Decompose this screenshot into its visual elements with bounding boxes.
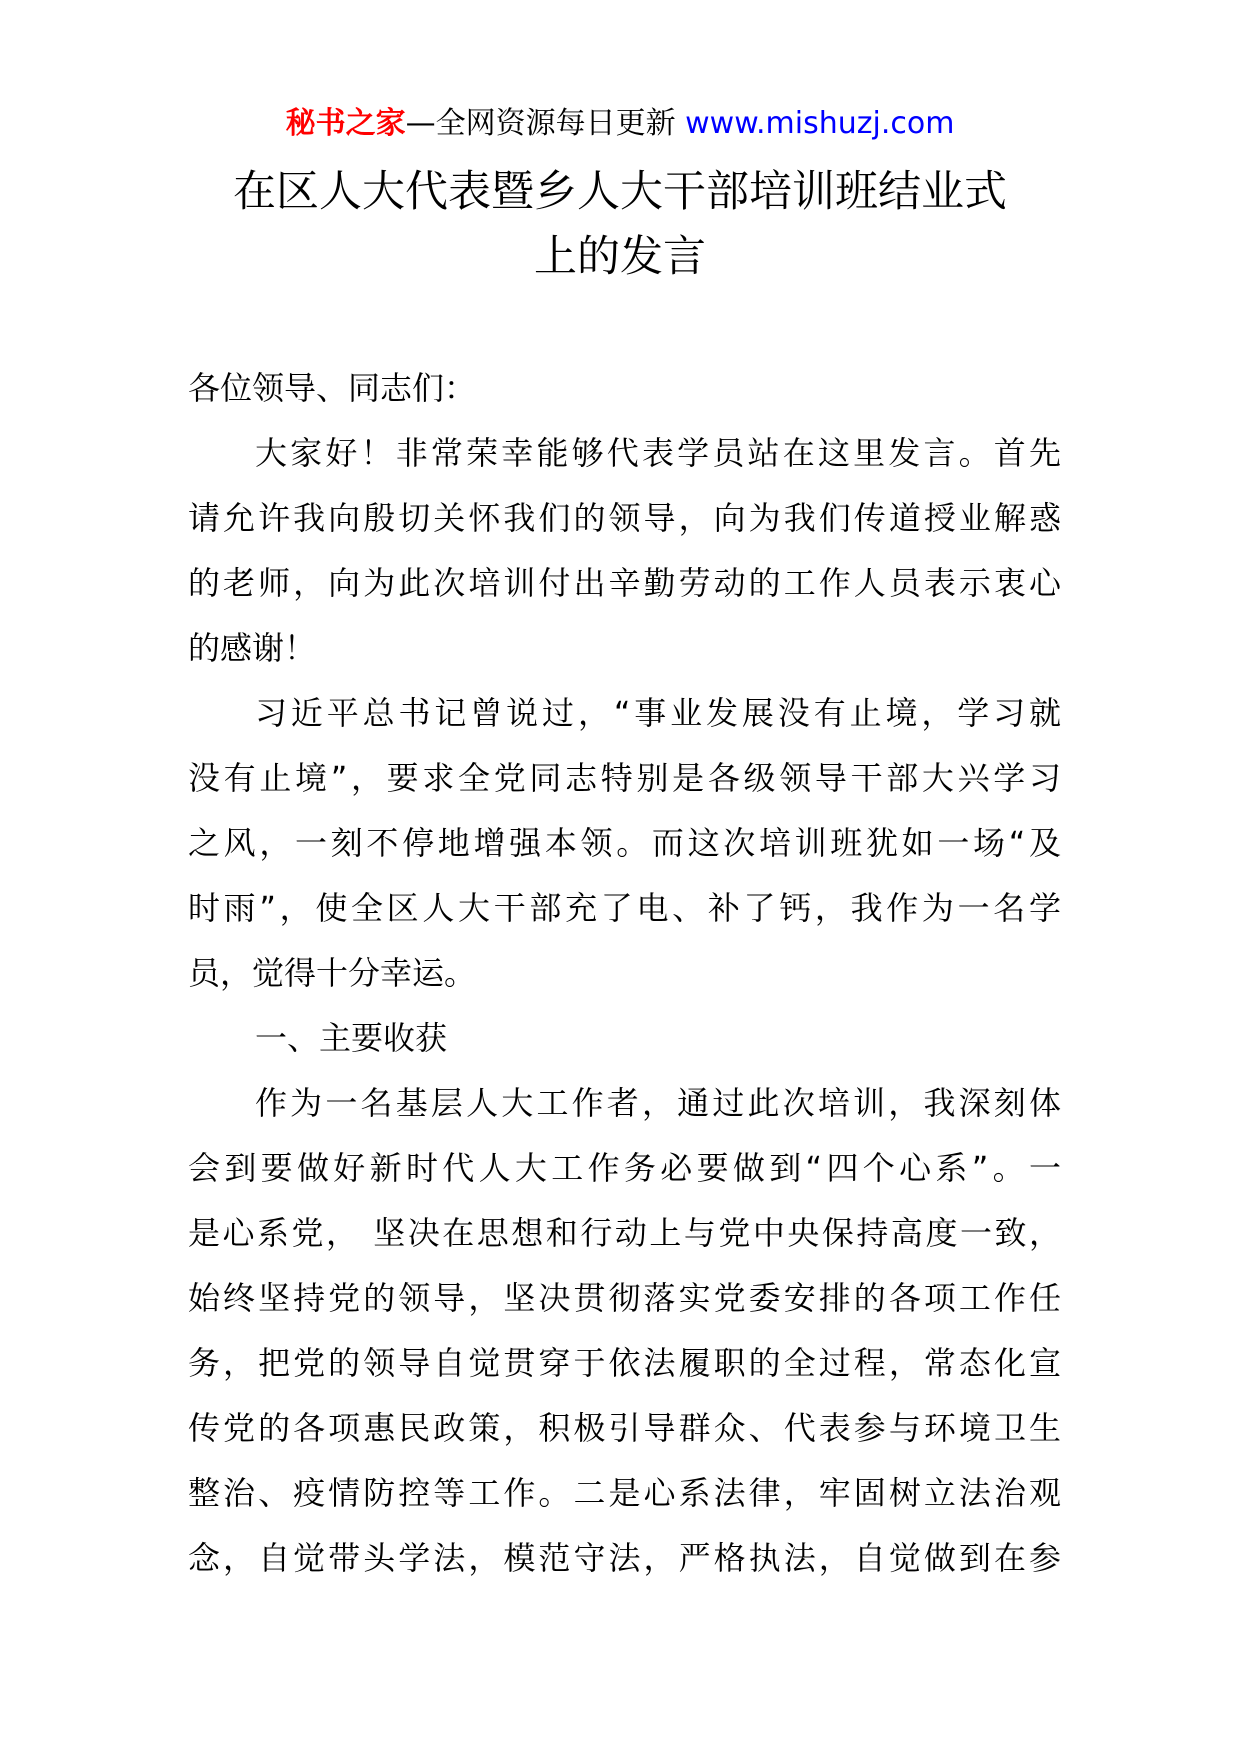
text-line: 习近平总书记曾说过，“事业发展没有止境，学习就 [255, 694, 1061, 732]
document-title [0, 160, 1240, 290]
paragraph-gains [188, 1071, 1061, 1591]
text-line: 请允许我向殷切关怀我们的领导，向为我们传道授业解惑 [188, 499, 1061, 537]
text-line: 的感谢！ [188, 629, 317, 667]
text-line: 整治、疫情防控等工作。二是心系法律，牢固树立法治观 [188, 1474, 1061, 1512]
greeting: 各位领导、同志们： [188, 369, 477, 407]
site-banner [0, 102, 1240, 146]
brand-name: 秘书之家 [285, 106, 406, 141]
text-line: 没有止境”，要求全党同志特别是各级领导干部大兴学习 [188, 759, 1061, 797]
text-line: 务，把党的领导自觉贯穿于依法履职的全过程，常态化宣 [188, 1344, 1061, 1382]
document-body [188, 356, 1061, 1591]
banner-tagline: —全网资源每日更新 [405, 106, 676, 141]
site-link[interactable]: www.mishuzj.com [685, 106, 955, 141]
text-line: 念，自觉带头学法，模范守法，严格执法，自觉做到在参 [188, 1539, 1061, 1577]
section-heading: 一、主要收获 [255, 1019, 448, 1057]
text-line: 员，觉得十分幸运。 [188, 954, 477, 992]
text-line: 大家好！非常荣幸能够代表学员站在这里发言。首先 [255, 434, 1061, 472]
text-line: 传党的各项惠民政策，积极引导群众、代表参与环境卫生 [188, 1409, 1061, 1447]
title-line: 在区人大代表暨乡人大干部培训班结业式 [233, 167, 1007, 217]
text-line: 是心系党， 坚决在思想和行动上与党中央保持高度一致， [188, 1214, 1061, 1252]
text-line: 会到要做好新时代人大工作务必要做到“四个心系”。一 [188, 1149, 1061, 1187]
text-line: 之风，一刻不停地增强本领。而这次培训班犹如一场“及 [188, 824, 1061, 862]
paragraph-opening [188, 421, 1061, 681]
text-line: 作为一名基层人大工作者，通过此次培训，我深刻体 [255, 1084, 1061, 1122]
paragraph-quote [188, 681, 1061, 1006]
text-line: 时雨”，使全区人大干部充了电、补了钙，我作为一名学 [188, 889, 1061, 927]
text-line: 的老师，向为此次培训付出辛勤劳动的工作人员表示衷心 [188, 564, 1061, 602]
text-line: 始终坚持党的领导，坚决贯彻落实党委安排的各项工作任 [188, 1279, 1061, 1317]
title-line: 上的发言 [534, 232, 706, 282]
